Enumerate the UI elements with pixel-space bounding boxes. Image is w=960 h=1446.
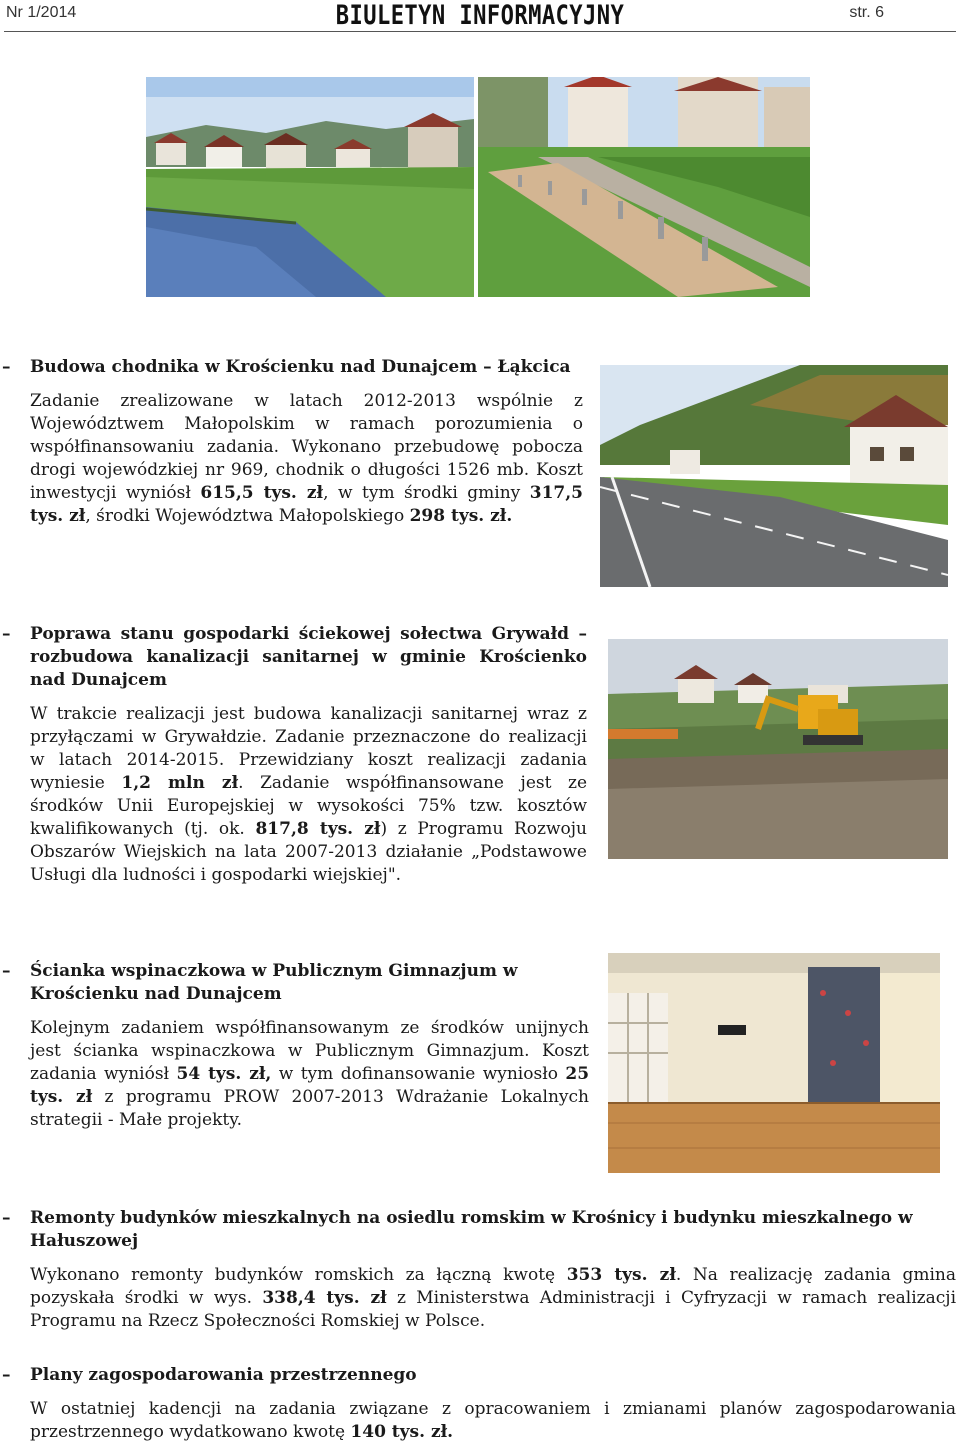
section-title: Remonty budynków mieszkalnych na osiedlu romskim w Krośnicy i budynku mieszkalnego w Hałuszowej: [30, 1208, 913, 1251]
section-title: Plany zagospodarowania przestrzennego: [30, 1365, 417, 1385]
section-title: Budowa chodnika w Krościenku nad Dunajcem – Łąkcica: [30, 357, 571, 377]
section-body: Wykonano remonty budynków romskich za łączną kwotę 353 tys. zł. Na realizację zadania gmina pozyskała środki w wys. 338,4 tys. zł z Ministerstwa Administracji i Cyfryzacji w ramach realizacji Programu na Rzecz Społeczności Romskiej w Polsce.: [30, 1265, 957, 1331]
photo-excavator: [608, 639, 948, 859]
section-sewage: [2, 623, 588, 887]
page-header: [0, 0, 960, 34]
section-spatial-plans: [2, 1364, 956, 1444]
section-climbing-wall: [2, 960, 590, 1132]
photo-road-sidewalk: [600, 365, 948, 587]
section-title: Poprawa stanu gospodarki ściekowej sołectwa Grywałd – rozbudowa kanalizacji sanitarnej w gminie Krościenko nad Dunajcem: [30, 624, 587, 690]
bullet-dash: –: [2, 624, 11, 644]
photo-climbing-wall-gym: [608, 953, 940, 1173]
issue-number: Nr 1/2014: [6, 4, 77, 21]
section-body: W trakcie realizacji jest budowa kanalizacji sanitarnej wraz z przyłączami w Grywałdzie. Zadanie przeznaczone do realizacji w latach 2014-2015. Przewidziany koszt realizacji zadania wyniesie 1,2 mln zł. Zadanie współfinansowane jest ze środków Unii Europejskiej w wysokości 75% tzw. kosztów kwalifikowanych (tj. ok. 817,8 tys. zł) z Programu Rozwoju Obszarów Wiejskich na lata 2007-2013 działanie „Podstawowe Usługi dla ludności i gospodarki wiejskiej".: [30, 704, 588, 885]
section-sidewalk: [2, 356, 583, 528]
bullet-dash: –: [2, 357, 11, 377]
photo-river-village: [146, 77, 474, 297]
section-roma-buildings: [2, 1207, 957, 1333]
page-number: str. 6: [849, 4, 884, 21]
header-divider: [4, 31, 956, 32]
bullet-dash: –: [2, 1208, 11, 1228]
section-body: Kolejnym zadaniem współfinansowanym ze środków unijnych jest ścianka wspinaczkowa w Publicznym Gimnazjum. Koszt zadania wyniósł 54 tys. zł, w tym dofinansowanie wyniosło 25 tys. zł z programu PROW 2007-2013 Wdrażanie Lokalnych strategii - Małe projekty.: [30, 1018, 590, 1130]
bulletin-title: BIULETYN INFORMACYJNY: [335, 0, 625, 31]
photo-outdoor-gym: [478, 77, 810, 297]
section-title: Ścianka wspinaczkowa w Publicznym Gimnazjum w Krościenku nad Dunajcem: [30, 961, 518, 1004]
bullet-dash: –: [2, 961, 11, 981]
section-body: Zadanie zrealizowane w latach 2012-2013 wspólnie z Województwem Małopolskim w ramach porozumienia o współfinansowaniu zadania. Wykonano przebudowę pobocza drogi wojewódzkiej nr 969, chodnik o długości 1526 mb. Koszt inwestycji wyniósł 615,5 tys. zł, w tym środki gminy 317,5 tys. zł, środki Województwa Małopolskiego 298 tys. zł.: [30, 391, 583, 526]
bullet-dash: –: [2, 1365, 11, 1385]
section-body: W ostatniej kadencji na zadania związane z opracowaniem i zmianami planów zagospodarowania przestrzennego wydatkowano kwotę 140 tys. zł.: [30, 1399, 956, 1442]
